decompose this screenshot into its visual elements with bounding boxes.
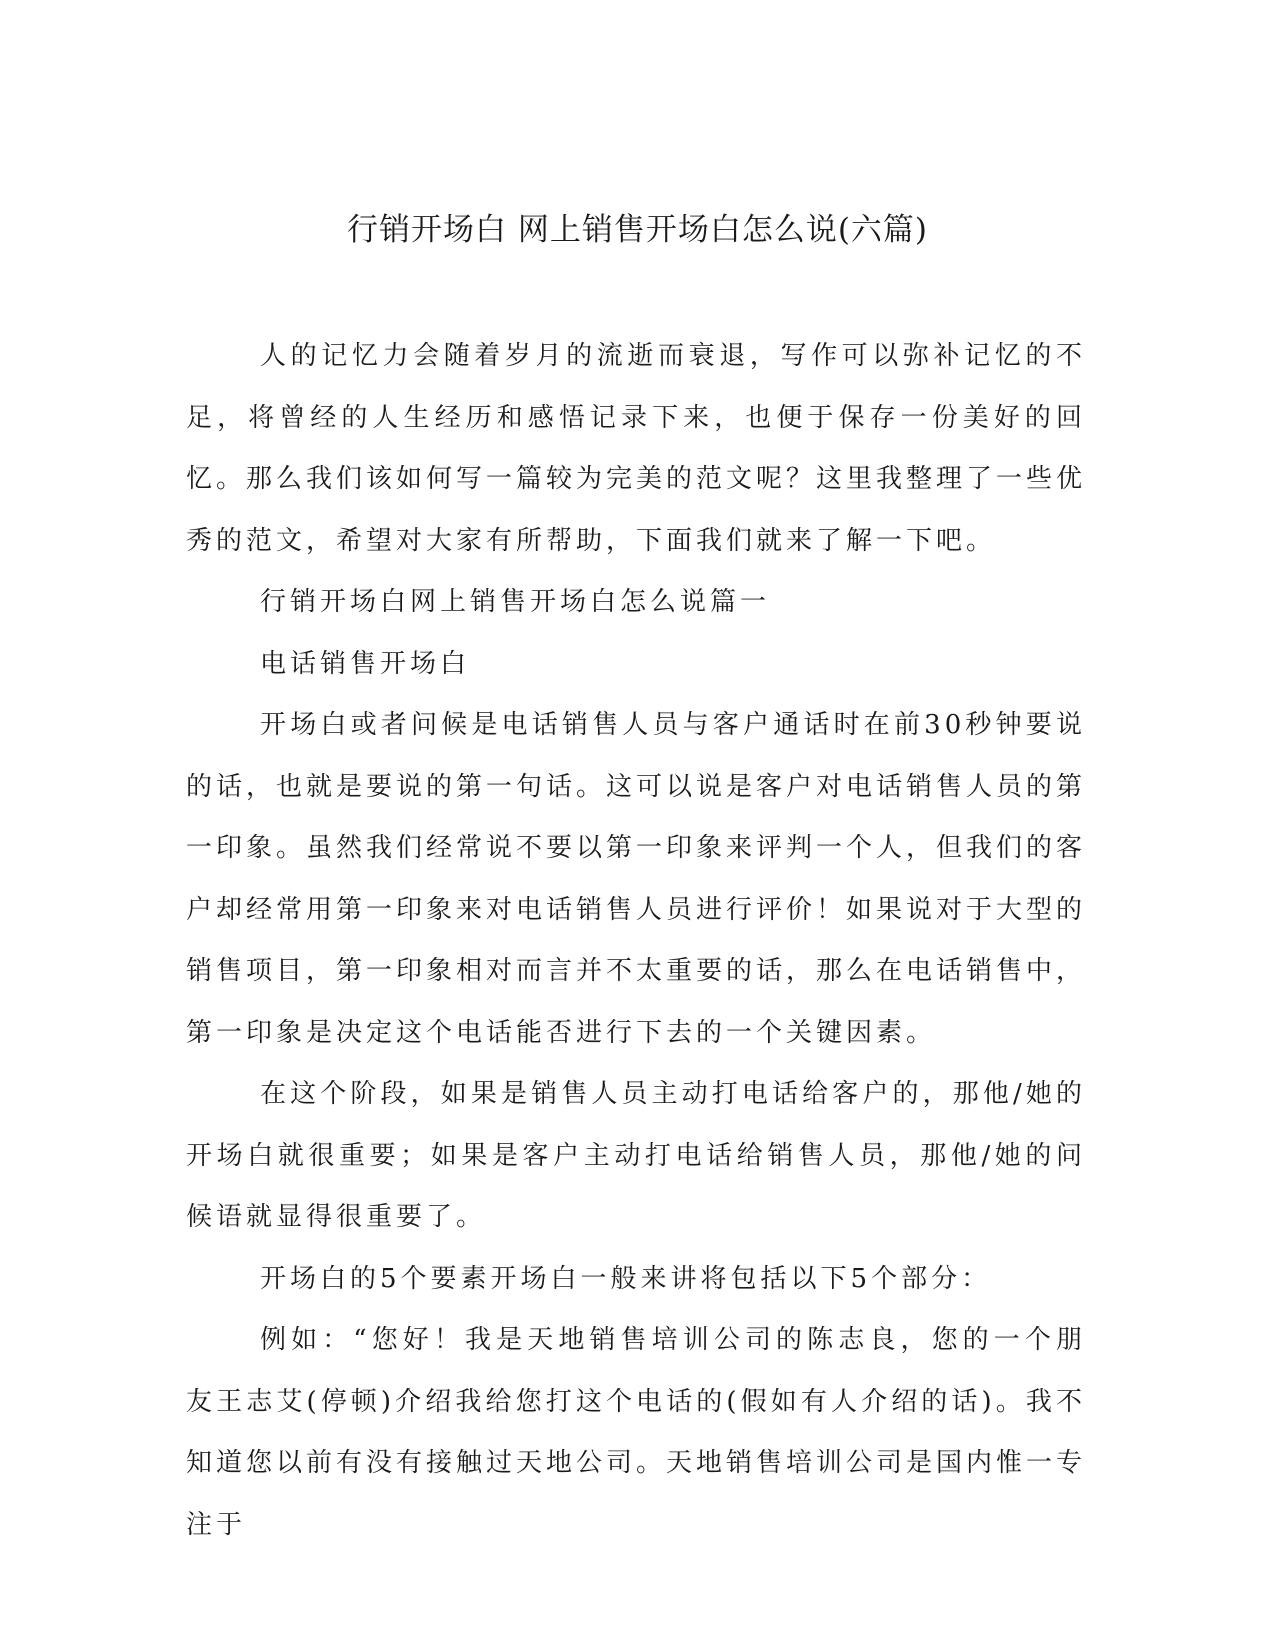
paragraph-stage: 在这个阶段，如果是销售人员主动打电话给客户的，那他/她的开场白就很重要；如果是客户主动打电话给销售人员，那他/她的问候语就显得很重要了。 [186,1079,1086,1232]
paragraph-example: 例如：“您好！我是天地销售培训公司的陈志良，您的一个朋友王志艾(停顿)介绍我给您打这个电话的(假如有人介绍的话)。我不知道您以前有没有接触过天地公司。天地销售培训公司是国内惟一专注于 [186,1325,1087,1540]
subheading-phone-sales: 电话销售开场白 [260,648,471,679]
paragraph-five-elements: 开场白的5个要素开场白一般来讲将包括以下5个部分： [260,1263,992,1294]
document-body [186,326,1086,1556]
document-title: 行销开场白 网上销售开场白怎么说(六篇) [346,212,929,248]
paragraph-opening-definition: 开场白或者问候是电话销售人员与客户通话时在前30秒钟要说的话，也就是要说的第一句话。这可以说是客户对电话销售人员的第一印象。虽然我们经常说不要以第一印象来评判一个人，但我们的客户却经常用第一印象来对电话销售人员进行评价！如果说对于大型的销售项目，第一印象相对而言并不太重要的话，那么在电话销售中，第一印象是决定这个电话能否进行下去的一个关键因素。 [186,710,1087,1048]
paragraph-intro: 人的记忆力会随着岁月的流逝而衰退，写作可以弥补记忆的不足，将曾经的人生经历和感悟记录下来，也便于保存一份美好的回忆。那么我们该如何写一篇较为完美的范文呢？这里我整理了一些优秀的范文，希望对大家有所帮助，下面我们就来了解一下吧。 [186,341,1087,556]
section-heading-1: 行销开场白网上销售开场白怎么说篇一 [260,587,771,617]
